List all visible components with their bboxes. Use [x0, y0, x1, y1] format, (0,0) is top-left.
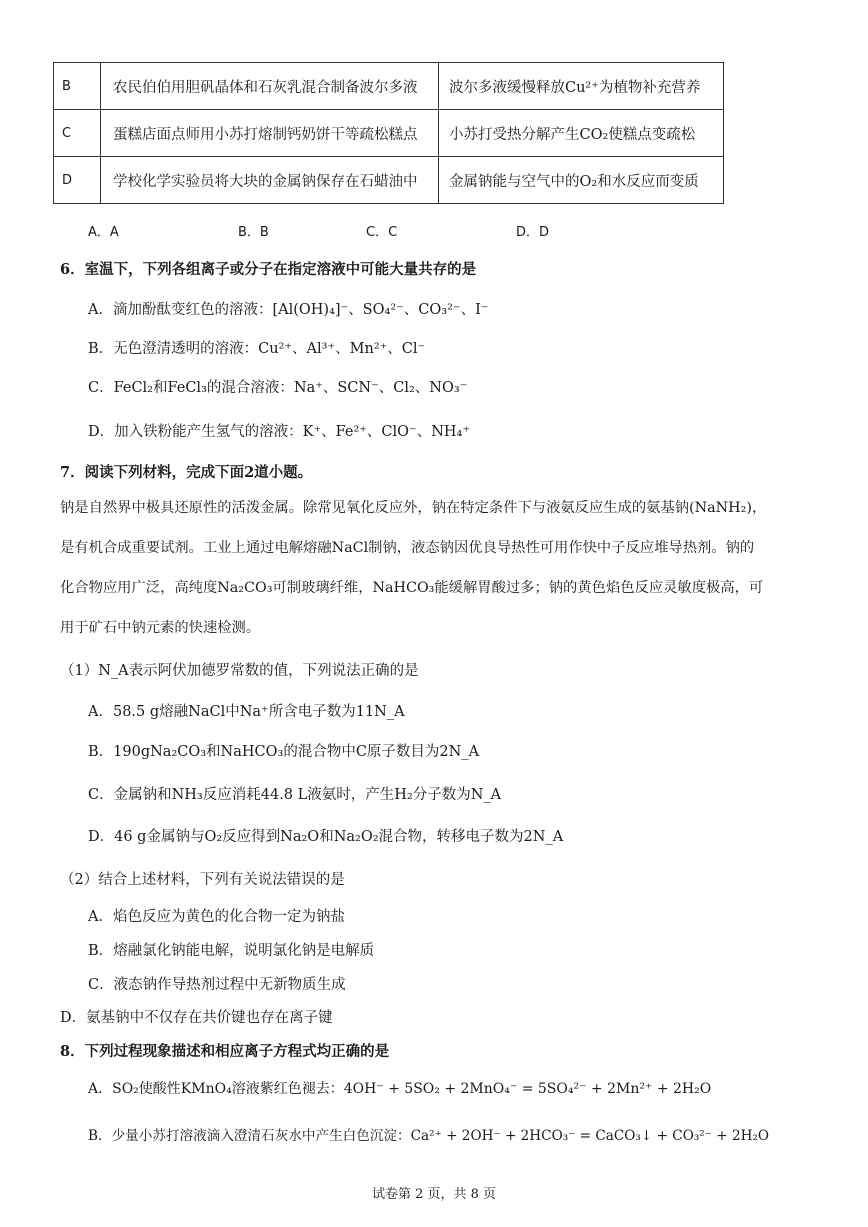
table-row — [54, 110, 724, 157]
principle-cell: 小苏打受热分解产生CO₂使糕点变疏松 — [439, 110, 724, 157]
q8-option-a[interactable]: A．SO₂使酸性KMnO₄溶液紫红色褪去：4OH⁻ + 5SO₂ + 2MnO₄⁻ = 5SO₄²⁻ + 2Mn²⁺ + 2H₂O — [88, 1081, 712, 1097]
row-label: D — [54, 157, 101, 204]
practice-cell: 学校化学实验员将大块的金属钠保存在石蜡油中 — [101, 157, 439, 204]
q7-sub2-option-c[interactable]: C．液态钠作导热剂过程中无新物质生成 — [88, 977, 346, 993]
table-row — [54, 63, 724, 110]
principle-cell: 金属钠能与空气中的O₂和水反应而变质 — [439, 157, 724, 204]
q7-stem: 7．阅读下列材料，完成下面2道小题。 — [60, 464, 313, 481]
q7-sub2-option-d[interactable]: D．氨基钠中不仅存在共价键也存在离子键 — [60, 1010, 333, 1026]
q5-choice-c[interactable]: C．C — [366, 225, 398, 240]
practice-cell: 蛋糕店面点师用小苏打熔制钙奶饼干等疏松糕点 — [101, 110, 439, 157]
q7-sub1-option-a[interactable]: A．58.5 g熔融NaCl中Na⁺所含电子数为11N_A — [88, 704, 405, 720]
q7-sub2-option-a[interactable]: A．焰色反应为黄色的化合物一定为钠盐 — [88, 909, 345, 925]
q7-passage-line: 化合物应用广泛，高纯度Na₂CO₃可制玻璃纤维，NaHCO₃能缓解胃酸过多；钠的黄色焰色反应灵敏度极高，可 — [60, 580, 764, 596]
row-label: C — [54, 110, 101, 157]
q7-passage-line: 是有机合成重要试剂。工业上通过电解熔融NaCl制钠，液态钠因优良导热性可用作快中子反应堆导热剂。钠的 — [60, 540, 755, 556]
q7-sub1-option-c[interactable]: C．金属钠和NH₃反应消耗44.8 L液氨时，产生H₂分子数为N_A — [88, 787, 502, 803]
q6-option-a[interactable]: A．滴加酚酞变红色的溶液：[Al(OH)₄]⁻、SO₄²⁻、CO₃²⁻、I⁻ — [88, 302, 489, 318]
page-footer: 试卷第 2 页，共 8 页 — [371, 1187, 497, 1202]
q5-choice-d[interactable]: D．D — [516, 225, 550, 240]
q6-option-c[interactable]: C．FeCl₂和FeCl₃的混合溶液：Na⁺、SCN⁻、Cl₂、NO₃⁻ — [88, 380, 468, 396]
row-label: B — [54, 63, 101, 110]
q7-sub1-option-d[interactable]: D．46 g金属钠与O₂反应得到Na₂O和Na₂O₂混合物，转移电子数为2N_A — [88, 829, 564, 845]
principle-cell: 波尔多液缓慢释放Cu²⁺为植物补充营养 — [439, 63, 724, 110]
table-row — [54, 157, 724, 204]
q5-choice-a[interactable]: A．A — [88, 225, 119, 240]
practice-cell: 农民伯伯用胆矾晶体和石灰乳混合制备波尔多液 — [101, 63, 439, 110]
q8-option-b[interactable]: B．少量小苏打溶液滴入澄清石灰水中产生白色沉淀：Ca²⁺ + 2OH⁻ + 2HCO₃⁻ = CaCO₃↓ + CO₃²⁻ + 2H₂O — [88, 1128, 770, 1144]
q6-stem: 6．室温下，下列各组离子或分子在指定溶液中可能大量共存的是 — [60, 261, 477, 278]
q5-choice-b[interactable]: B．B — [238, 225, 269, 240]
q7-sub1-stem: （1）N_A表示阿伏加德罗常数的值，下列说法正确的是 — [60, 663, 419, 679]
option-table — [53, 62, 724, 204]
q7-sub2-option-b[interactable]: B．熔融氯化钠能电解，说明氯化钠是电解质 — [88, 943, 375, 959]
q7-sub2-stem: （2）结合上述材料，下列有关说法错误的是 — [60, 872, 345, 888]
q8-stem: 8．下列过程现象描述和相应离子方程式均正确的是 — [60, 1043, 390, 1060]
q7-passage-line: 钠是自然界中极具还原性的活泼金属。除常见氧化反应外，钠在特定条件下与液氨反应生成的氨基钠(NaNH₂)， — [60, 500, 767, 516]
q6-option-b[interactable]: B．无色澄清透明的溶液：Cu²⁺、Al³⁺、Mn²⁺、Cl⁻ — [88, 341, 426, 357]
q7-sub1-option-b[interactable]: B．190gNa₂CO₃和NaHCO₃的混合物中C原子数目为2N_A — [88, 744, 480, 760]
q7-passage-line: 用于矿石中钠元素的快速检测。 — [60, 620, 261, 636]
q6-option-d[interactable]: D．加入铁粉能产生氢气的溶液：K⁺、Fe²⁺、ClO⁻、NH₄⁺ — [88, 424, 470, 440]
